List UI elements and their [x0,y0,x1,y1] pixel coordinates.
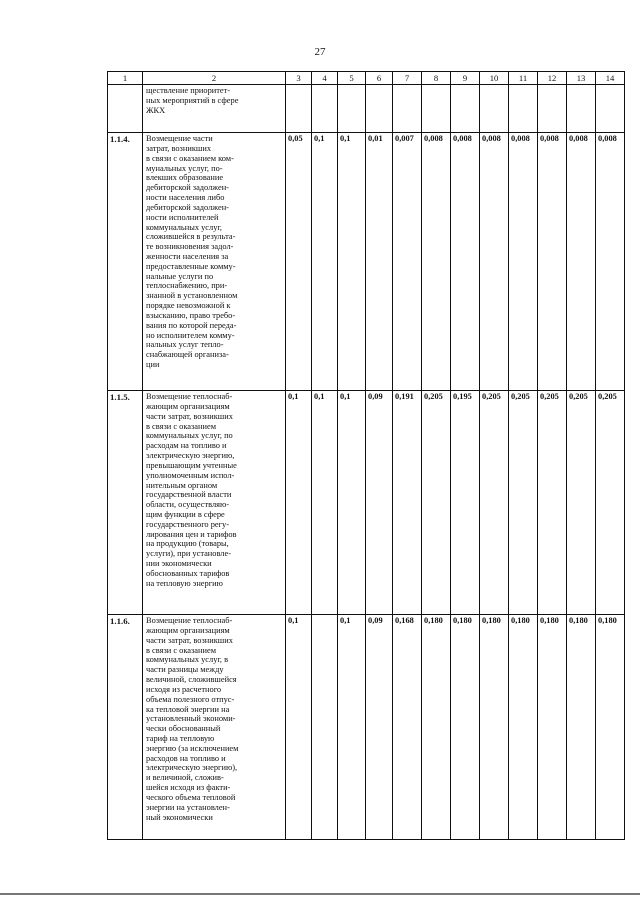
description-line: затрат, возникших [146,143,212,153]
value-cell-col-7: 0,168 [393,615,422,840]
description-line: порядке невозможной к [146,301,231,311]
description-line: электрическую энергию, [146,451,235,461]
description-line: на продукцию (товары, [146,539,229,549]
column-header-1: 1 [108,72,143,85]
description-line: расходов на топливо и [146,753,226,763]
description-line: коммунальных услуг, [146,222,222,232]
value-cell-col-9: 0,180 [451,615,480,840]
value-cell-col-4: 0,1 [312,391,338,615]
row-code [108,85,143,133]
column-header-4: 4 [312,72,338,85]
description-line: дебиторской задолжен- [146,183,229,193]
value-cell-col-7 [393,85,422,133]
value-cell-col-13: 0,180 [567,615,596,840]
description-line: области, осуществляю- [146,500,230,510]
value-cell-col-6 [366,85,393,133]
value-cell-col-9 [451,85,480,133]
value-cell-col-8: 0,008 [422,133,451,391]
description-line: женности населения за [146,251,229,261]
row-description [143,615,286,840]
value-cell-col-11: 0,205 [509,391,538,615]
value-cell-col-7: 0,007 [393,133,422,391]
value-cell-col-10 [480,85,509,133]
column-header-10: 10 [480,72,509,85]
description-line: в связи с оказанием ком- [146,153,234,163]
value-cell-col-13 [567,85,596,133]
description-line: вания по которой переда- [146,320,237,330]
value-cell-col-9: 0,195 [451,391,480,615]
value-cell-col-12 [538,85,567,133]
column-header-13: 13 [567,72,596,85]
value-cell-col-12: 0,205 [538,391,567,615]
description-line: коммунальных услуг, по [146,431,233,441]
description-line: жающим организациям [146,625,230,635]
value-cell-col-6: 0,09 [366,391,393,615]
row-code: 1.1.4. [108,133,143,391]
description-line: на тепловую энергию [146,578,223,588]
header-row [108,72,625,85]
description-line: щим функции в сфере [146,509,225,519]
row-description [143,133,286,391]
description-line: ществление приоритет- [146,86,231,96]
description-line: знанной в установленном [146,291,238,301]
value-cell-col-8: 0,205 [422,391,451,615]
column-header-9: 9 [451,72,480,85]
value-cell-col-6: 0,01 [366,133,393,391]
description-line: услуги), при установле- [146,549,231,559]
description-line: Возмещение части [146,134,213,144]
value-cell-col-13: 0,008 [567,133,596,391]
column-header-2: 2 [143,72,286,85]
table-row [108,615,625,840]
description-line: нальных услуг тепло- [146,340,224,350]
description-line: ности населения либо [146,193,225,203]
description-line: нальные услуги по [146,271,214,281]
column-header-8: 8 [422,72,451,85]
description-line: величиной, сложившейся [146,675,237,685]
description-line: ка тепловой энергии на [146,704,230,714]
description-line: объема полезного отпус- [146,694,235,704]
value-cell-col-3: 0,05 [286,133,312,391]
description-line: ный экономически [146,812,213,822]
value-cell-col-4 [312,615,338,840]
description-line: обоснованных тарифов [146,568,230,578]
description-line: ЖКХ [146,105,166,115]
value-cell-col-10: 0,205 [480,391,509,615]
description-line: ности исполнителей [146,212,219,222]
description-line: энергии на установлен- [146,802,230,812]
description-line: части затрат, возникших [146,635,233,645]
value-cell-col-14 [596,85,625,133]
description-line: в связи с оказанием [146,645,217,655]
column-header-3: 3 [286,72,312,85]
row-code: 1.1.5. [108,391,143,615]
column-header-11: 11 [509,72,538,85]
page-number: 27 [314,46,326,58]
value-cell-col-9: 0,008 [451,133,480,391]
description-line: ции [146,360,160,370]
table-row [108,85,625,133]
value-cell-col-4 [312,85,338,133]
description-line: энергию (за исключением [146,743,239,753]
description-line: теплоснабжению, при- [146,281,228,291]
description-line: Возмещение теплоснаб- [146,392,233,402]
value-cell-col-10: 0,008 [480,133,509,391]
value-cell-col-3: 0,1 [286,391,312,615]
description-line: мунальных услуг, по- [146,163,223,173]
description-line: шейся исходя из факти- [146,783,231,793]
description-line: коммунальных услуг, в [146,655,229,665]
description-line: электрическую энергию), [146,763,238,773]
row-description [143,391,286,615]
value-cell-col-11: 0,008 [509,133,538,391]
description-line: уполномоченным испол- [146,470,235,480]
row-description [143,85,286,133]
value-cell-col-6: 0,09 [366,615,393,840]
value-cell-col-8: 0,180 [422,615,451,840]
description-line: части затрат, возникших [146,411,233,421]
value-cell-col-12: 0,008 [538,133,567,391]
description-line: жающим организациям [146,401,230,411]
value-cell-col-12: 0,180 [538,615,567,840]
description-line: дебиторской задолжен- [146,202,229,212]
description-line: лирования цен и тарифов [146,529,237,539]
value-cell-col-8 [422,85,451,133]
value-cell-col-14: 0,205 [596,391,625,615]
description-line: но исполнителем комму- [146,330,235,340]
value-cell-col-4: 0,1 [312,133,338,391]
value-cell-col-3: 0,1 [286,615,312,840]
description-line: сложившейся в результа- [146,232,236,242]
description-line: государственной власти [146,490,232,500]
table-row [108,133,625,391]
value-cell-col-14: 0,008 [596,133,625,391]
column-header-5: 5 [338,72,366,85]
value-cell-col-5: 0,1 [338,615,366,840]
value-cell-col-3 [286,85,312,133]
description-line: расходам на топливо и [146,441,227,451]
description-line: чески обоснованный [146,724,221,734]
table-body [108,85,625,840]
table-row [108,391,625,615]
description-line: установленный экономи- [146,714,236,724]
description-line: ных мероприятий в сфере [146,95,239,105]
value-cell-col-11 [509,85,538,133]
value-cell-col-14: 0,180 [596,615,625,840]
value-cell-col-5: 0,1 [338,391,366,615]
description-line: государственного регу- [146,519,230,529]
column-header-14: 14 [596,72,625,85]
description-line: и величиной, сложив- [146,773,224,783]
description-line: влекших образование [146,173,224,183]
row-code: 1.1.6. [108,615,143,840]
description-line: тариф на тепловую [146,733,215,743]
value-cell-col-5 [338,85,366,133]
description-line: те возникновения задол- [146,242,234,252]
description-line: части разницы между [146,665,224,675]
value-cell-col-5: 0,1 [338,133,366,391]
description-line: Возмещение теплоснаб- [146,616,233,626]
column-header-7: 7 [393,72,422,85]
bottom-edge-line [0,893,640,895]
value-cell-col-11: 0,180 [509,615,538,840]
program-table [107,71,625,840]
value-cell-col-10: 0,180 [480,615,509,840]
value-cell-col-13: 0,205 [567,391,596,615]
description-line: нительным органом [146,480,218,490]
description-line: предоставленные комму- [146,261,236,271]
description-line: ческого объема тепловой [146,792,236,802]
description-line: в связи с оказанием [146,421,217,431]
column-header-6: 6 [366,72,393,85]
description-line: снабжающей организа- [146,350,229,360]
description-line: исходя из расчетного [146,684,222,694]
description-line: превышающим учтенные [146,460,237,470]
column-header-12: 12 [538,72,567,85]
description-line: взысканию, право требо- [146,310,236,320]
description-line: нии экономически [146,559,212,569]
value-cell-col-7: 0,191 [393,391,422,615]
